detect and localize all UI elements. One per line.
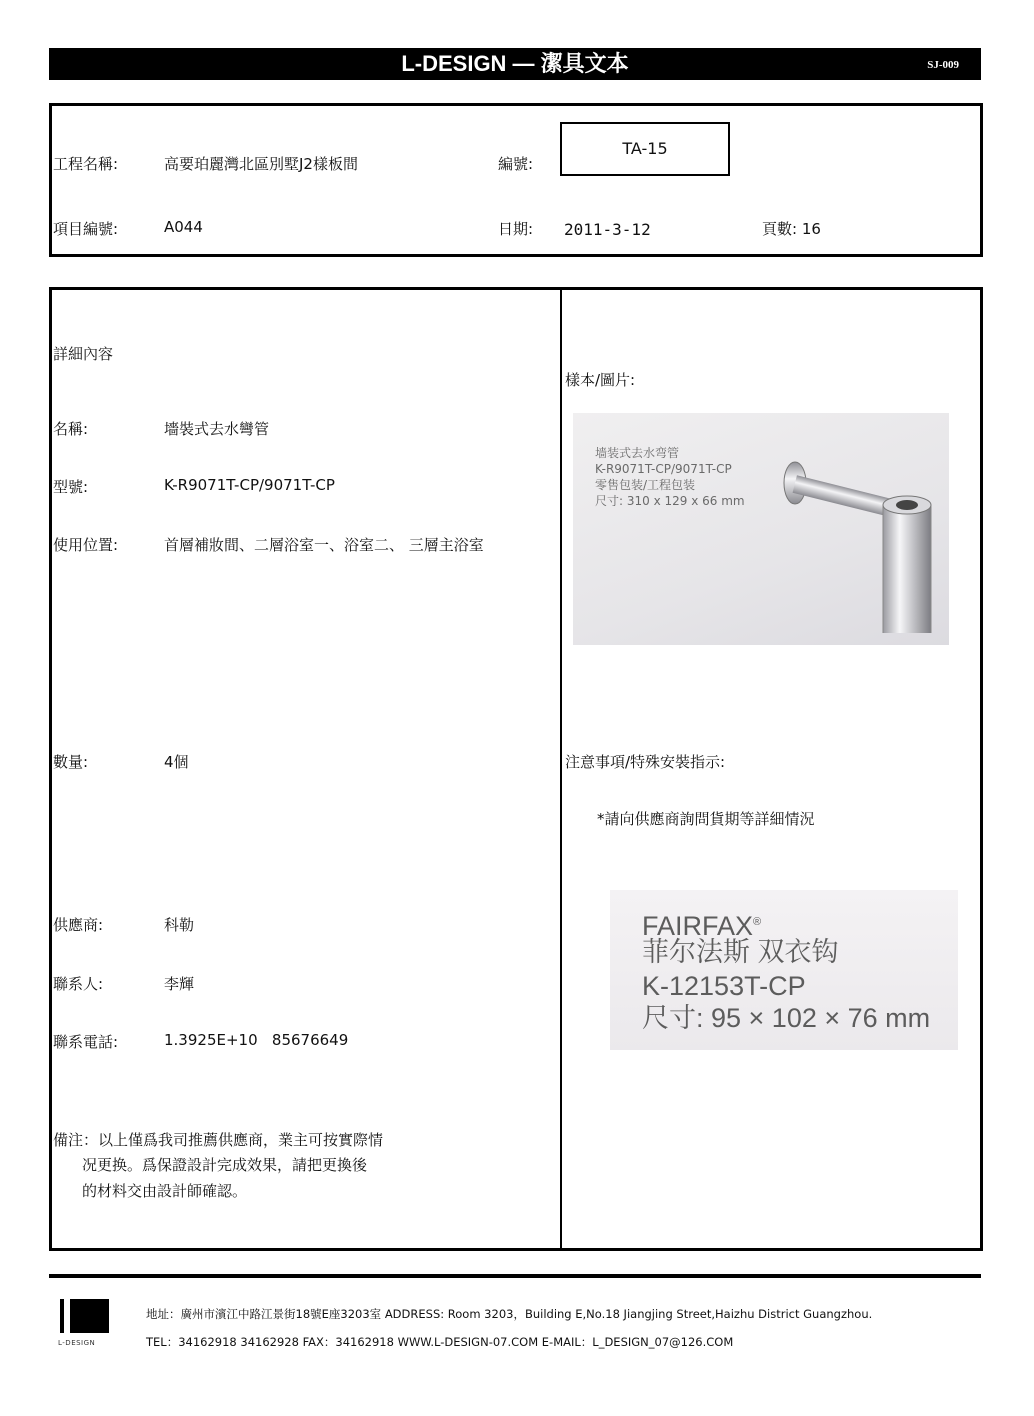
product-label-photo [610, 890, 958, 1050]
brand-registered-mark: ® [753, 916, 762, 928]
phone-value: 1.3925E+10 85676649 [164, 1031, 349, 1049]
project-name-label: 工程名稱: [53, 155, 119, 173]
phone-label: 聯系電話: [53, 1033, 119, 1051]
page-count: 頁數: 16 [762, 220, 821, 238]
location-label: 使用位置: [53, 536, 119, 554]
photo-caption-1: 墙装式去水弯管 [595, 446, 680, 460]
notes-label: 注意事項/特殊安裝指示: [565, 753, 726, 771]
brand-text: FAIRFAX [642, 911, 754, 941]
contact-value: 李輝 [164, 975, 195, 993]
item-no-label: 項目編號: [53, 220, 119, 238]
model-label: 型號: [53, 478, 89, 496]
number-label: 編號: [498, 155, 534, 173]
logo-text: L-DESIGN [58, 1339, 96, 1347]
header-bar [49, 48, 981, 80]
logo-bar [60, 1299, 64, 1333]
supplier-value: 科勒 [164, 916, 195, 934]
number-box: TA-15 [560, 122, 730, 176]
supplier-label: 供應商: [53, 916, 104, 934]
photo-caption-3: 零售包装/工程包装 [595, 478, 696, 492]
footer-rule [49, 1274, 981, 1278]
document-code: SJ-009 [927, 59, 959, 71]
contact-label: 聯系人: [53, 975, 104, 993]
remark-line-2: 况更换。爲保證設計完成效果，請把更換後 [82, 1156, 368, 1174]
date-label: 日期: [498, 220, 534, 238]
footer-contact: TEL：34162918 34162928 FAX：34162918 WWW.L-DESIGN-07.COM E-MAIL：L_DESIGN_07@126.COM [146, 1335, 734, 1349]
project-name: 高要珀麗灣北區別墅J2樣板間 [164, 155, 358, 173]
product-model: K-R9071T-CP/9071T-CP [164, 476, 335, 494]
name-label: 名稱: [53, 420, 89, 438]
column-divider [560, 289, 562, 1249]
photo-caption-4: 尺寸: 310 x 129 x 66 mm [595, 494, 745, 508]
label-product-size: 尺寸: 95 × 102 × 76 mm [642, 1003, 931, 1033]
photo-caption-2: K-R9071T-CP/9071T-CP [595, 462, 732, 476]
footer-address: 地址：廣州市濱江中路江景街18號E座3203室 ADDRESS: Room 3203，Building E,No.18 Jiangjing Street,Haizhu District Guangzhou. [146, 1307, 873, 1321]
product-name: 墻裝式去水彎管 [164, 420, 270, 438]
label-product-name: 菲尔法斯 双衣钩 [642, 937, 839, 967]
drain-trap-illustration [773, 453, 943, 633]
date-value: 2011-3-12 [564, 220, 651, 239]
notes-text: *請向供應商詢問貨期等詳細情況 [597, 810, 815, 828]
document-title: L-DESIGN — 潔具文本 [401, 51, 629, 76]
logo-block [70, 1299, 109, 1333]
usage-location: 首層補妝間、二層浴室一、浴室二、 三層主浴室 [164, 536, 484, 554]
remark-line-3: 的材料交由設計師確認。 [82, 1182, 248, 1200]
quantity-value: 4個 [164, 753, 189, 771]
label-product-model: K-12153T-CP [642, 971, 806, 1001]
sample-label: 樣本/圖片: [565, 371, 636, 389]
item-no: A044 [164, 218, 203, 236]
product-photo [573, 413, 949, 645]
quantity-label: 數量: [53, 753, 89, 771]
details-heading: 詳細內容 [53, 345, 114, 363]
remark-line-1: 備注：以上僅爲我司推薦供應商，業主可按實際情 [53, 1131, 384, 1149]
